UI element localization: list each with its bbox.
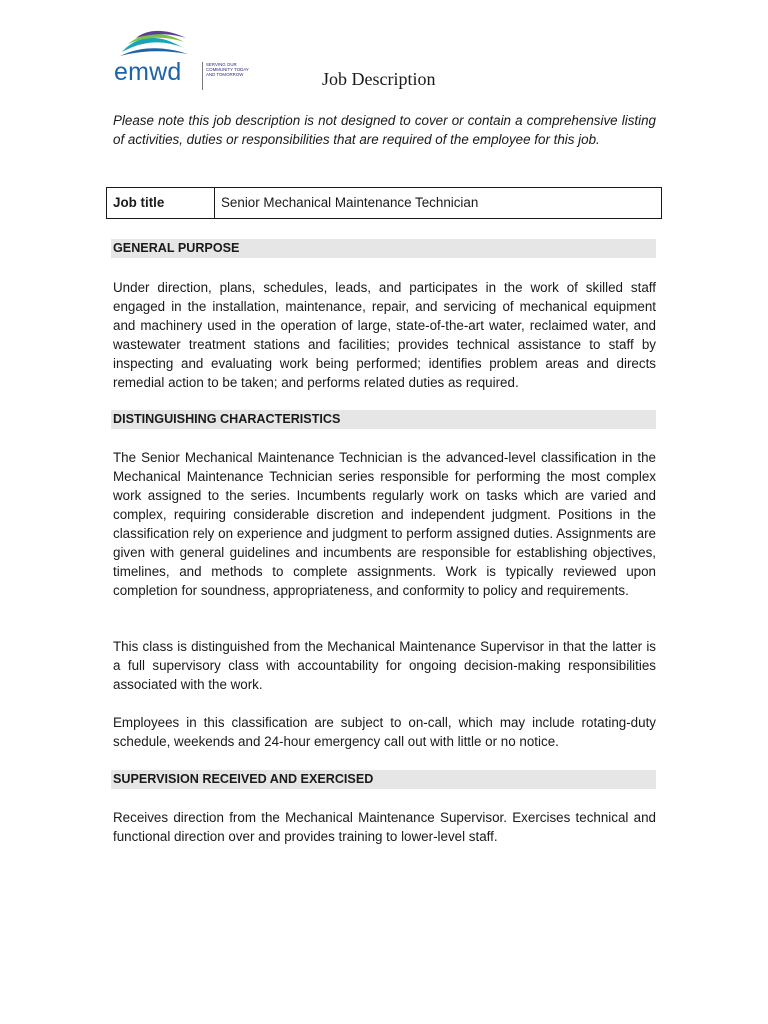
logo-divider <box>202 62 203 90</box>
document-title: Job Description <box>322 69 436 89</box>
paragraph-distinguishing-1: The Senior Mechanical Maintenance Technician is the advanced-level classification in the Mechanical Maintenance Technician series responsible for performing the most complex work assigned to the series. Incumbents regularly work on tasks which are varied and complex, requiring considerable discretion and independent judgment. Positions in the classification rely on experience and judgment to perform assigned duties. Assignments are given with general guidelines and incumbents are responsible for establishing objectives, timelines, and methods to complete assignments. Work is typically reviewed upon completion for soundness, appropriateness, and conformity to policy and requirements. <box>113 450 656 598</box>
logo-waves-icon <box>114 30 204 60</box>
emwd-logo <box>114 30 254 94</box>
section-heading-supervision: SUPERVISION RECEIVED AND EXERCISED <box>111 770 656 789</box>
paragraph-general-purpose: Under direction, plans, schedules, leads, and participates in the work of skilled staff engaged in the installation, maintenance, repair, and servicing of mechanical equipment and machinery used in the operation of large, state-of-the-art water, reclaimed water, and wastewater treatment stations and facilities; provides technical assistance to staff by inspecting and evaluating work being performed; identifies problem areas and directs remedial action to be taken; and performs related duties as required. <box>113 280 656 390</box>
job-title-value: Senior Mechanical Maintenance Technician <box>221 195 479 210</box>
logo-tagline: SERVING OUR COMMUNITY TODAY AND TOMORROW <box>206 62 249 78</box>
job-title-label: Job title <box>107 188 215 218</box>
paragraph-supervision: Receives direction from the Mechanical Maintenance Supervisor. Exercises technical and functional direction over and provides training to lower-level staff. <box>113 810 656 844</box>
logo-wordmark: emwd <box>114 58 182 86</box>
disclaimer-note: Please note this job description is not designed to cover or contain a comprehensive listing of activities, duties or responsibilities that are required of the employee for this job. <box>113 113 656 147</box>
section-heading-general-purpose: GENERAL PURPOSE <box>111 239 656 258</box>
paragraph-distinguishing-2: This class is distinguished from the Mechanical Maintenance Supervisor in that the latter is a full supervisory class with accountability for ongoing decision-making responsibilities associated with the work. <box>113 639 656 692</box>
job-title-table <box>106 187 662 219</box>
section-heading-distinguishing: DISTINGUISHING CHARACTERISTICS <box>111 410 656 429</box>
paragraph-distinguishing-3: Employees in this classification are subject to on-call, which may include rotating-duty schedule, weekends and 24-hour emergency call out with little or no notice. <box>113 715 656 749</box>
